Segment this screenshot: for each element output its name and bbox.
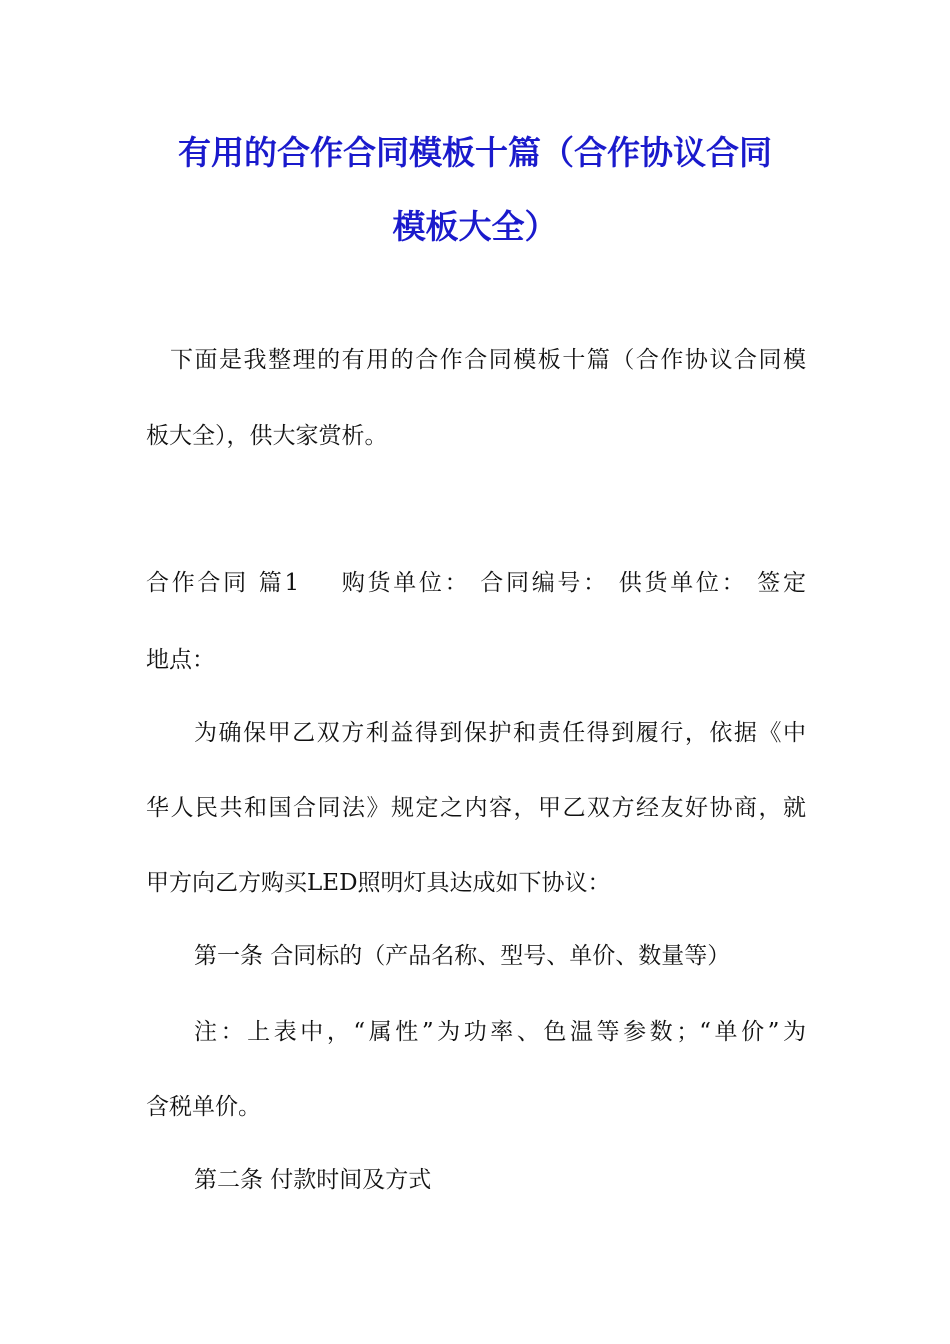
document-title-line-2: 模板大全） xyxy=(392,207,558,246)
article-2-heading: 第二条 付款时间及方式 xyxy=(194,1167,432,1193)
intro-line-2: 板大全），供大家赏析。 xyxy=(146,423,388,449)
note-line-2: 含税单价。 xyxy=(146,1094,261,1120)
note-line-1: 注：上表中，“属性”为功率、色温等参数；“单价”为 xyxy=(194,1019,806,1045)
section-label: 合作合同 篇1 xyxy=(146,570,300,596)
intro-line-1: 下面是我整理的有用的合作合同模板十篇（合作协议合同模 xyxy=(170,347,806,373)
paragraph-1-line-3: 甲方向乙方购买LED照明灯具达成如下协议： xyxy=(146,870,611,896)
section-fields: 购货单位： 合同编号： 供货单位： 签定 xyxy=(339,570,806,596)
paragraph-1-line-1: 为确保甲乙双方利益得到保护和责任得到履行，依据《中 xyxy=(194,720,806,746)
paragraph-1-line-2: 华人民共和国合同法》规定之内容，甲乙双方经友好协商，就 xyxy=(146,795,806,821)
article-1-heading: 第一条 合同标的（产品名称、型号、单价、数量等） xyxy=(194,943,731,969)
section-heading-line xyxy=(146,568,806,598)
document-title-line-1: 有用的合作合同模板十篇（合作协议合同 xyxy=(178,133,772,172)
section-line-2: 地点： xyxy=(146,647,215,673)
